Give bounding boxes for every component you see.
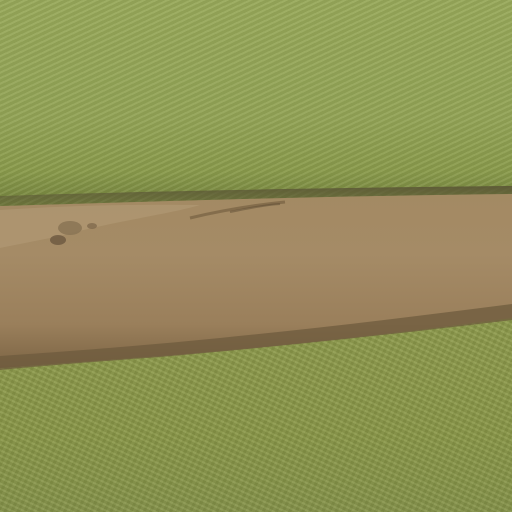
dirt-clump — [87, 223, 97, 229]
dirt-clump — [50, 235, 66, 245]
dirt-clump — [58, 221, 82, 235]
